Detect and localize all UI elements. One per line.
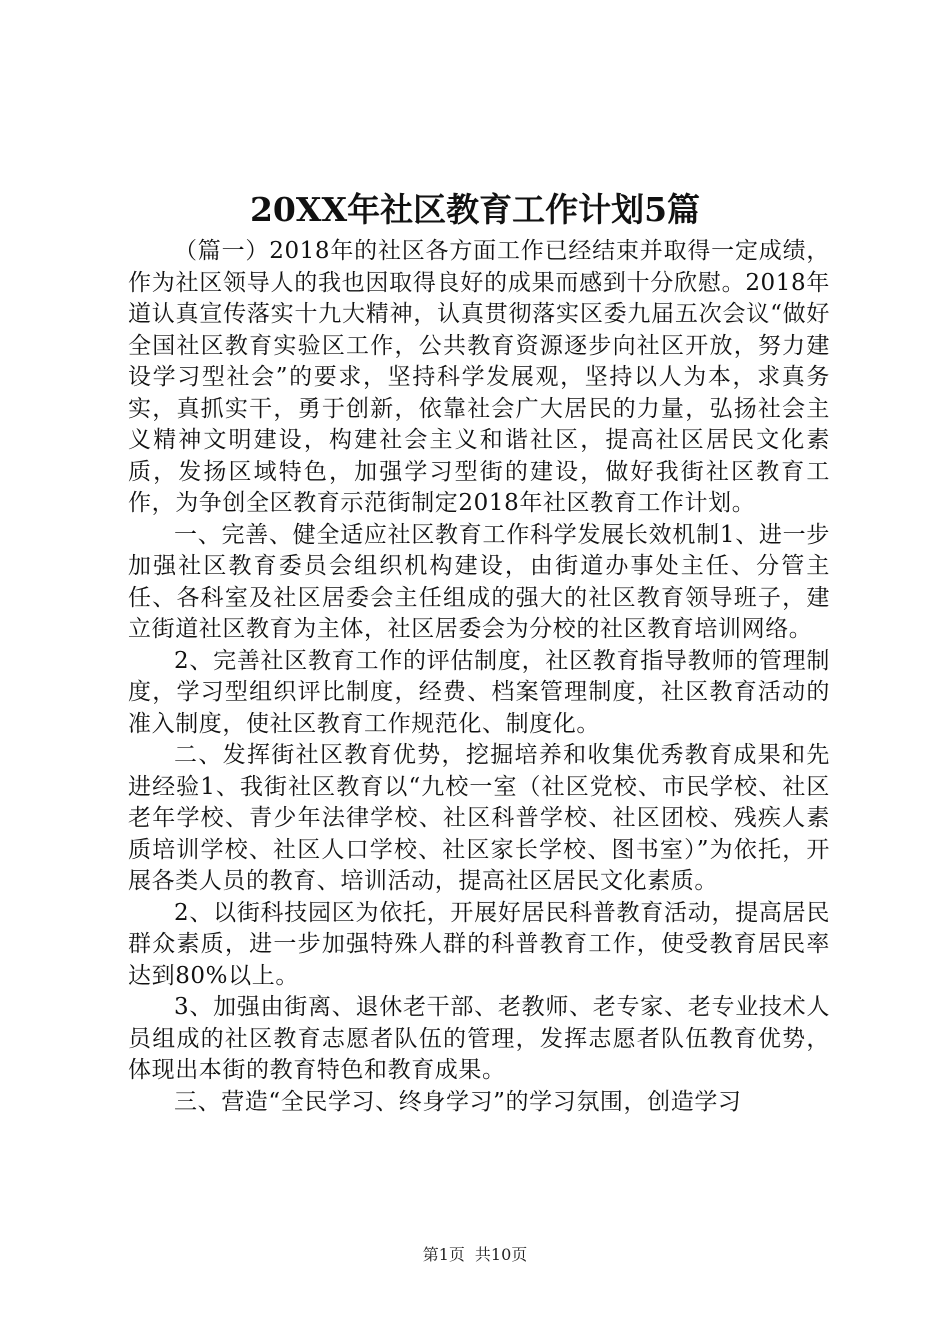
paragraph-section-two: 二、发挥街社区教育优势，挖掘培养和收集优秀教育成果和先进经验1、我街社区教育以“九校一室（社区党校、市民学校、社区老年学校、青少年法律学校、社区科普学校、社区团校、残疾人素质培训学校、社区人口学校、社区家长学校、图书室）”为依托，开展各类人员的教育、培训活动，提高社区居民文化素质。 [128, 742, 830, 894]
paragraph-section-two-item-3: 3、加强由街离、退休老干部、老教师、老专家、老专业技术人员组成的社区教育志愿者队伍的管理，发挥志愿者队伍教育优势，体现出本街的教育特色和教育成果。 [128, 994, 830, 1083]
document-title: 20XX年社区教育工作计划5篇 [249, 190, 701, 229]
paragraph-section-three: 三、营造“全民学习、终身学习”的学习氛围，创造学习 [174, 1088, 742, 1115]
page-total: 共10页 [474, 1245, 528, 1264]
page-footer [0, 1245, 950, 1265]
paragraph-intro: （篇一）2018年的社区各方面工作已经结束并取得一定成绩，作为社区领导人的我也因取得良好的成果而感到十分欣慰。2018年道认真宣传落实十九大精神，认真贯彻落实区委九届五次会议“做好全国社区教育实验区工作，公共教育资源逐步向社区开放，努力建设学习型社会”的要求，坚持科学发展观，坚持以人为本，求真务实，真抓实干，勇于创新，依靠社会广大居民的力量，弘扬社会主义精神文明建设，构建社会主义和谐社区，提高社区居民文化素质，发扬区域特色，加强学习型街的建设，做好我街社区教育工作，为争创全区教育示范街制定2018年社区教育工作计划。 [128, 238, 830, 516]
paragraph-section-one: 一、完善、健全适应社区教育工作科学发展长效机制1、进一步加强社区教育委员会组织机构建设，由街道办事处主任、分管主任、各科室及社区居委会主任组成的强大的社区教育领导班子，建立街道社区教育为主体，社区居委会为分校的社区教育培训网络。 [128, 521, 830, 642]
paragraph-section-one-item-2: 2、完善社区教育工作的评估制度，社区教育指导教师的管理制度，学习型组织评比制度，经费、档案管理制度，社区教育活动的准入制度，使社区教育工作规范化、制度化。 [128, 647, 830, 737]
page-number: 第1页 [422, 1245, 465, 1264]
paragraph-section-two-item-2: 2、以街科技园区为依托，开展好居民科普教育活动，提高居民群众素质，进一步加强特殊人群的科普教育工作，使受教育居民率达到80%以上。 [128, 899, 830, 989]
document-body [128, 236, 830, 1118]
